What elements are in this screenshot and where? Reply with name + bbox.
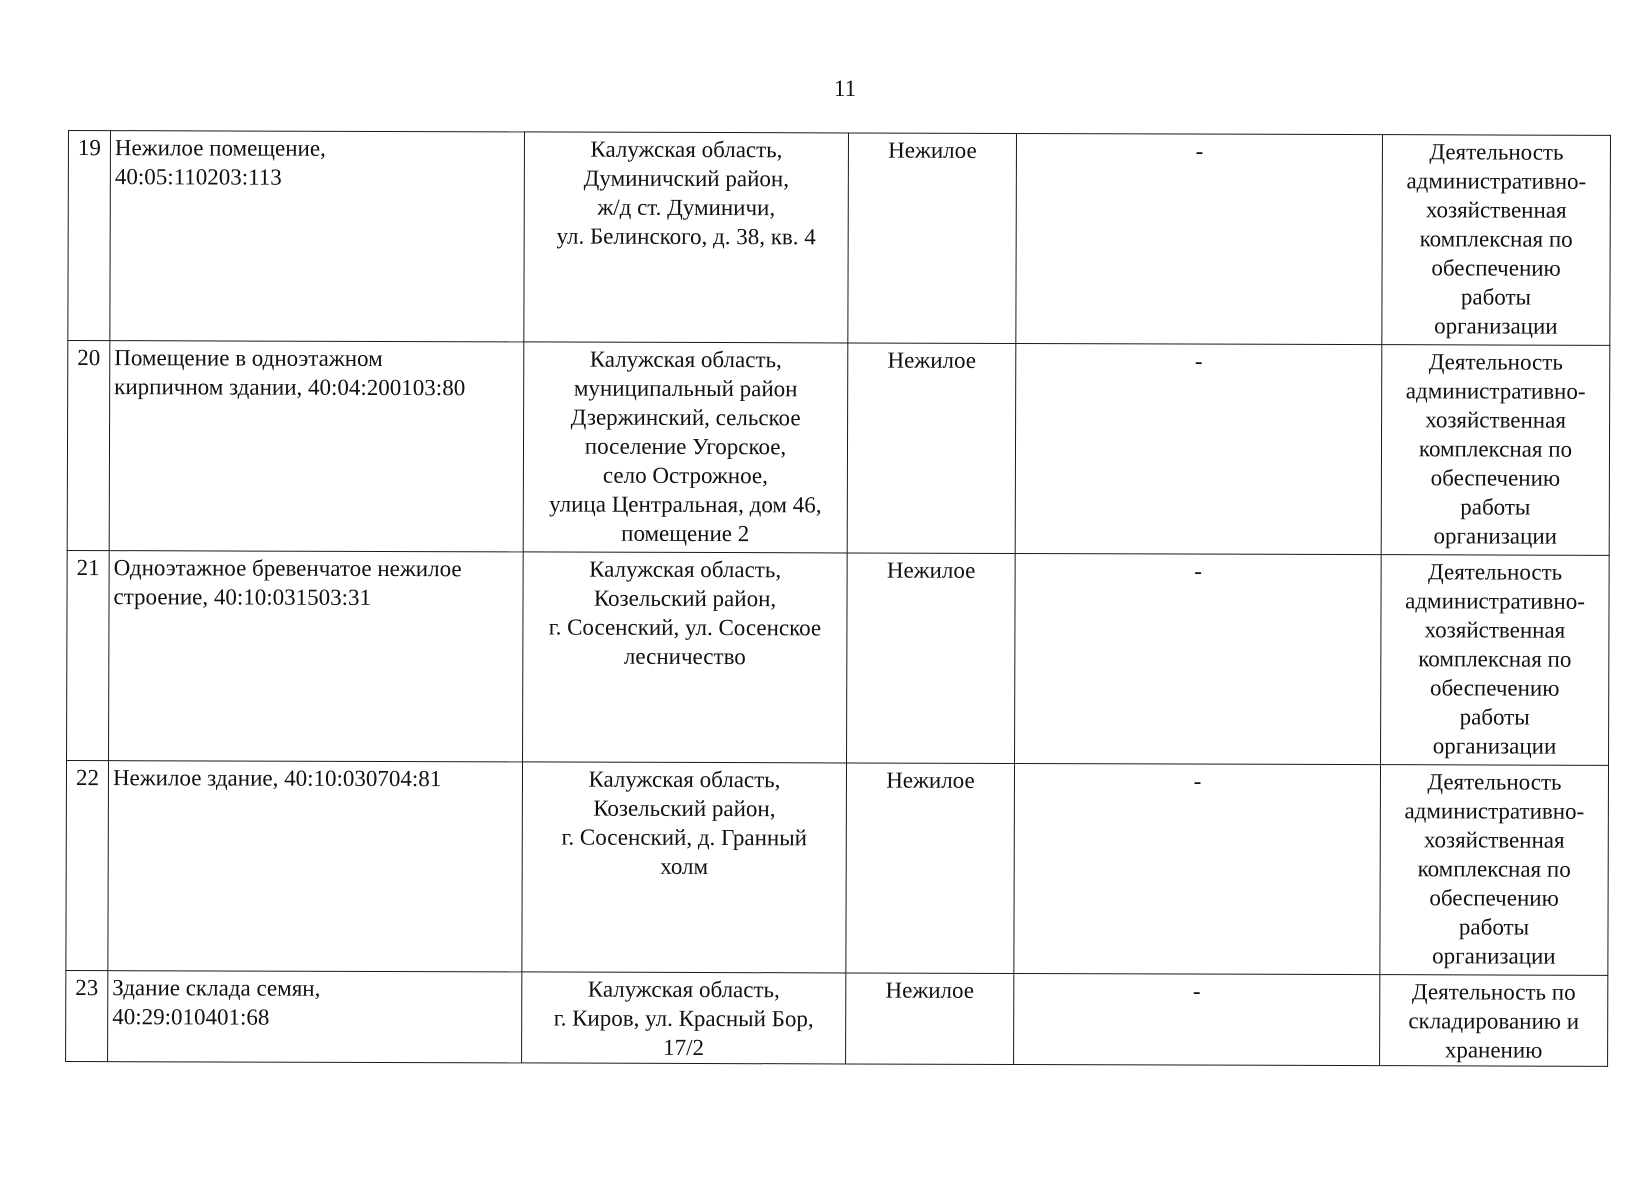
activity-line: работы [1460, 284, 1532, 310]
address-cell [524, 132, 849, 343]
address-line: Думиничский район, [583, 165, 790, 192]
table-row [68, 131, 1611, 346]
address-line: Калужская область, [589, 556, 782, 583]
address-line: поселение Угорское, [584, 433, 787, 460]
address-line: Козельский район, [593, 795, 776, 822]
address-line: Калужская область, [587, 976, 780, 1003]
activity-line: работы [1459, 704, 1530, 730]
activity-line: хозяйственная [1424, 617, 1566, 643]
activity-line: складированию и [1408, 1008, 1580, 1034]
activity-line: комплексная по [1417, 856, 1571, 882]
activity-line: комплексная по [1418, 646, 1572, 672]
object-name-line: 40:29:010401:68 [112, 1004, 270, 1030]
address-cell [523, 552, 848, 763]
object-name-cell [108, 971, 522, 1063]
address-line: помещение 2 [621, 520, 750, 547]
activity-line: организации [1433, 523, 1558, 549]
object-name-line: Помещение в одноэтажном [114, 345, 383, 371]
activity-line: Деятельность [1428, 349, 1563, 375]
activity-line: Деятельность [1427, 769, 1562, 795]
property-table [65, 130, 1611, 1067]
activity-line: комплексная по [1418, 436, 1573, 462]
table-row [67, 341, 1610, 556]
table-row [67, 550, 1610, 765]
address-cell [523, 342, 848, 553]
address-line: село Острожное, [602, 462, 768, 489]
activity-line: хозяйственная [1423, 827, 1565, 853]
row-number: 19 [68, 131, 111, 341]
activity-line: обеспечению [1429, 675, 1560, 701]
object-name-line: 40:05:110203:113 [114, 164, 282, 190]
object-name-line: Одноэтажное бревенчатое нежилое [113, 555, 462, 582]
object-name-cell [110, 131, 525, 342]
activity-line: хранению [1444, 1037, 1543, 1063]
object-name-line: строение, 40:10:031503:31 [113, 584, 372, 610]
address-line: лесничество [623, 643, 746, 670]
address-line: Калужская область, [588, 766, 781, 793]
address-cell [522, 762, 847, 973]
address-line: Калужская область, [590, 136, 783, 163]
activity-line: административно- [1406, 168, 1587, 194]
address-line: муниципальный район [573, 375, 798, 402]
activity-line: работы [1458, 914, 1530, 940]
activity-line: административно- [1405, 378, 1586, 404]
address-line: улица Центральная, дом 46, [549, 491, 822, 518]
activity-line: Деятельность [1428, 559, 1563, 585]
activity-line: административно- [1405, 588, 1585, 614]
activity-line: организации [1432, 943, 1556, 969]
activity-cell [1382, 135, 1611, 346]
activity-line: обеспечению [1429, 885, 1559, 911]
extra-cell: - [1016, 133, 1383, 344]
object-name-cell [109, 551, 524, 762]
extra-cell: - [1014, 763, 1381, 974]
activity-line: обеспечению [1431, 255, 1561, 281]
address-line: г. Сосенский, ул. Сосенское [548, 614, 822, 641]
activity-line: организации [1434, 313, 1558, 339]
object-name-line: Нежилое помещение, [114, 135, 326, 161]
table-row [66, 970, 1608, 1066]
activity-line: обеспечению [1430, 465, 1561, 491]
activity-cell [1380, 975, 1608, 1067]
row-number: 23 [66, 970, 108, 1061]
activity-cell [1381, 345, 1610, 556]
address-line: ул. Белинского, д. 38, кв. 4 [556, 223, 816, 250]
activity-line: Деятельность [1429, 139, 1564, 165]
object-name-line: Здание склада семян, [112, 975, 321, 1001]
activity-line: хозяйственная [1425, 197, 1567, 223]
activity-line: организации [1432, 733, 1557, 759]
object-name-line: кирпичном здании, 40:04:200103:80 [114, 374, 466, 401]
address-line: Дзержинский, сельское [570, 404, 801, 431]
extra-cell: - [1014, 973, 1380, 1065]
row-number: 20 [67, 341, 110, 551]
activity-cell [1380, 765, 1609, 976]
extra-cell: - [1015, 343, 1382, 554]
address-line: холм [660, 853, 709, 880]
row-number: 21 [67, 550, 110, 760]
activity-line: административно- [1404, 798, 1585, 824]
address-line: Калужская область, [589, 346, 782, 373]
row-number: 22 [66, 760, 109, 970]
type-cell: Нежилое [848, 133, 1017, 344]
activity-line: комплексная по [1419, 226, 1573, 252]
address-cell [522, 972, 846, 1064]
page-number: 11 [833, 76, 857, 101]
activity-cell [1381, 555, 1610, 766]
extra-cell: - [1015, 553, 1382, 764]
type-cell: Нежилое [846, 973, 1014, 1065]
activity-line: хозяйственная [1425, 407, 1566, 433]
address-line: г. Сосенский, д. Гранный [561, 824, 808, 851]
object-name-line: Нежилое здание, 40:10:030704:81 [112, 765, 442, 792]
table-row [66, 760, 1609, 975]
address-line: ж/д ст. Думиничи, [597, 194, 776, 221]
object-name-cell [109, 341, 524, 552]
activity-line: работы [1460, 494, 1531, 520]
address-line: Козельский район, [593, 585, 777, 612]
address-line: г. Киров, ул. Красный Бор, [553, 1005, 814, 1032]
type-cell: Нежилое [847, 553, 1016, 764]
type-cell: Нежилое [846, 763, 1015, 974]
address-line: 17/2 [663, 1034, 705, 1061]
object-name-cell [108, 761, 523, 972]
activity-line: Деятельность по [1411, 979, 1576, 1005]
type-cell: Нежилое [847, 343, 1016, 554]
